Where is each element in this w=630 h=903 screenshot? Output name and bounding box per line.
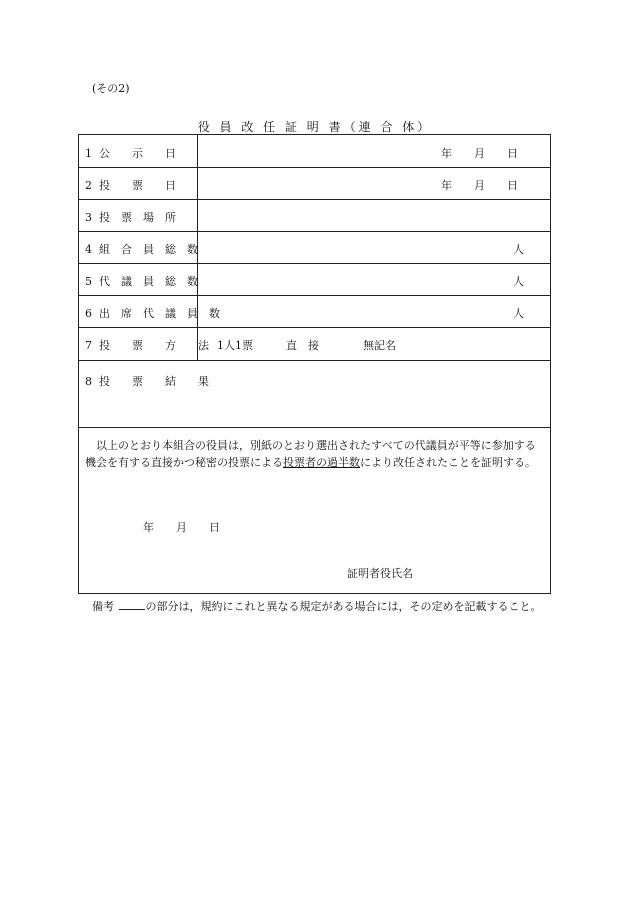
row-divider <box>79 295 550 296</box>
underline-sample <box>119 600 145 610</box>
voting-date-value: 年 月 日 <box>441 179 518 192</box>
remarks-text: の部分は，規約にこれと異なる規定がある場合には，その定めを記載すること。 <box>145 600 542 613</box>
row-divider <box>79 167 550 168</box>
row-label-total-members: 4 組 合 員 総 数 <box>85 243 198 256</box>
row-label-announcement-date: 1 公 示 日 <box>85 147 176 160</box>
underlined-phrase: 投票者の過半数 <box>283 456 360 469</box>
announcement-date-value: 年 月 日 <box>441 147 518 160</box>
document-title: 役 員 改 任 証 明 書（連 合 体） <box>197 120 433 134</box>
remarks-note <box>92 598 552 616</box>
certificate-table <box>78 134 551 594</box>
row-label-voting-date: 2 投 票 日 <box>85 179 176 192</box>
row-divider <box>79 360 550 361</box>
row-label-total-delegates: 5 代 議 員 総 数 <box>85 275 198 288</box>
row-label-voting-result: 8 投 票 結 果 <box>85 375 209 388</box>
remarks-label: 備考 <box>92 600 114 613</box>
row-label-voting-method: 7 投 票 方 法 <box>85 339 209 352</box>
row-divider <box>79 427 550 428</box>
certification-date: 年 月 日 <box>143 521 220 534</box>
total-members-unit: 人 <box>513 243 524 256</box>
row-divider <box>79 263 550 264</box>
row-label-attending-delegates: 6 出 席 代 議 員 数 <box>85 307 220 320</box>
row-label-voting-place: 3 投 票 場 所 <box>85 211 176 224</box>
attending-delegates-unit: 人 <box>513 307 524 320</box>
total-delegates-unit: 人 <box>513 275 524 288</box>
certification-statement: 以上のとおり本組合の役員は，別紙のとおり選出されたすべての代議員が平等に参加する機会を有する直接かつ秘密の投票による投票者の過半数により改任されたことを証明する。 <box>85 439 536 469</box>
row-divider <box>79 199 550 200</box>
certifier-signature-label: 証明者役氏名 <box>347 567 413 580</box>
voting-method-value: 1人1票 直 接 無記名 <box>217 339 396 352</box>
form-number-note: (その2) <box>92 82 130 95</box>
row-divider <box>79 231 550 232</box>
row-divider <box>79 327 550 328</box>
